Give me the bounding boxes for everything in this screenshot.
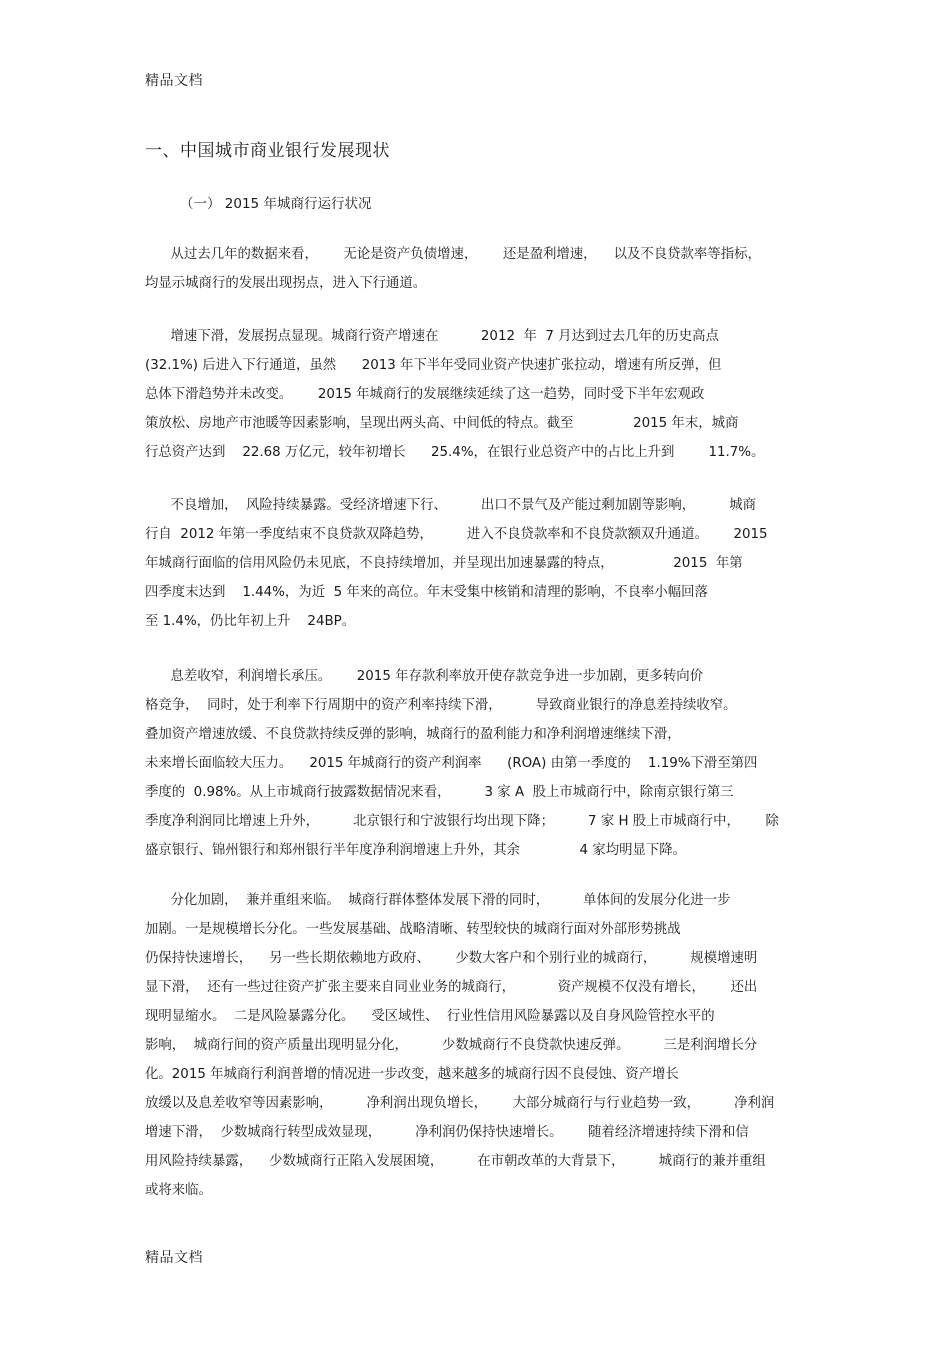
text-line: 用风险持续暴露， 少数城商行正陷入发展困境， 在市朝改革的大背景下， 城商行的兼并重组 [145, 1154, 766, 1169]
paragraph-differentiation-mergers [145, 886, 815, 1205]
text-line: 至 1.4%，仍比年初上升 24BP。 [145, 614, 356, 629]
text-line: 或将来临。 [145, 1183, 212, 1198]
text-line: 从过去几年的数据来看， 无论是资产负债增速， 还是盈利增速， 以及不良贷款率等指标， [145, 247, 761, 262]
text-line: 四季度末达到 1.44%，为近 5 年来的高位。年末受集中核销和清理的影响，不良率小幅回落 [145, 585, 708, 600]
paragraph-overview [145, 240, 815, 298]
text-line: 影响， 城商行间的资产质量出现明显分化， 少数城商行不良贷款快速反弹。 三是利润增长分 [145, 1038, 758, 1053]
text-line: 行自 2012 年第一季度结束不良贷款双降趋势， 进入不良贷款率和不良贷款额双升通道。 2015 [145, 527, 768, 542]
section-title: 一、中国城市商业银行发展现状 [145, 141, 390, 161]
text-line: 季度的 0.98%。从上市城商行披露数据情况来看， 3 家 A 股上市城商行中，除南京银行第三 [145, 785, 734, 800]
text-line: 增速下滑， 少数城商行转型成效显现， 净利润仍保持快速增长。 随着经济增速持续下滑和信 [145, 1125, 749, 1140]
text-line: 未来增长面临较大压力。 2015 年城商行的资产利润率 (ROA) 由第一季度的 1.19%下滑至第四 [145, 756, 758, 771]
subsection-title: （一） 2015 年城商行运行状况 [180, 196, 372, 212]
text-line: 分化加剧， 兼并重组来临。 城商行群体整体发展下滑的同时， 单体间的发展分化进一步 [145, 893, 731, 908]
text-line: 现明显缩水。 二是风险暴露分化。 受区域性、 行业性信用风险暴露以及自身风险管控水平的 [145, 1009, 715, 1024]
text-line: 叠加资产增速放缓、不良贷款持续反弹的影响，城商行的盈利能力和净利润增速继续下滑， [145, 727, 681, 742]
paragraph-interest-margin [145, 662, 815, 865]
text-line: (32.1%) 后进入下行通道，虽然 2013 年下半年受同业资产快速扩张拉动，增速有所反弹，但 [145, 358, 722, 373]
text-line: 格竞争， 同时，处于利率下行周期中的资产利率持续下滑， 导致商业银行的净息差持续收窄。 [145, 698, 737, 713]
text-line: 仍保持快速增长， 另一些长期依赖地方政府、 少数大客户和个别行业的城商行， 规模增速明 [145, 951, 758, 966]
page-footer: 精品文档 [145, 1250, 203, 1266]
text-line: 盛京银行、锦州银行和郑州银行半年度净利润增速上升外，其余 4 家均明显下降。 [145, 843, 687, 858]
paragraph-growth-slowdown [145, 322, 815, 467]
page-header: 精品文档 [145, 73, 203, 89]
text-line: 策放松、房地产市池暖等因素影响，呈现出两头高、中间低的特点。截至 2015 年末，城商 [145, 416, 739, 431]
text-line: 增速下滑，发展拐点显现。城商行资产增速在 2012 年 7 月达到过去几年的历史高点 [145, 329, 719, 344]
text-line: 均显示城商行的发展出现拐点，进入下行通道。 [145, 276, 427, 291]
text-line: 放缓以及息差收窄等因素影响， 净利润出现负增长， 大部分城商行与行业趋势一致， 净利润 [145, 1096, 775, 1111]
text-line: 加剧。一是规模增长分化。一些发展基础、战略清晰、转型较快的城商行面对外部形势挑战 [145, 922, 681, 937]
text-line: 化。2015 年城商行利润普增的情况进一步改变，越来越多的城商行因不良侵蚀、资产增长 [145, 1067, 679, 1082]
text-line: 季度净利润同比增速上升外， 北京银行和宁波银行均出现下降； 7 家 H 股上市城商行中， 除 [145, 814, 779, 829]
text-line: 不良增加， 风险持续暴露。受经济增速下行、 出口不景气及产能过剩加剧等影响， 城商 [145, 498, 756, 513]
text-line: 显下滑， 还有一些过往资产扩张主要来自同业业务的城商行， 资产规模不仅没有增长， 还出 [145, 980, 758, 995]
paragraph-nonperforming-loans [145, 491, 815, 636]
text-line: 年城商行面临的信用风险仍未见底，不良持续增加，并呈现出加速暴露的特点， 2015 年第 [145, 556, 743, 571]
text-line: 行总资产达到 22.68 万亿元，较年初增长 25.4%，在银行业总资产中的占比上升到 11.7%。 [145, 445, 765, 460]
text-line: 息差收窄，利润增长承压。 2015 年存款利率放开使存款竞争进一步加剧，更多转向价 [145, 669, 704, 684]
text-line: 总体下滑趋势并未改变。 2015 年城商行的发展继续延续了这一趋势，同时受下半年宏观政 [145, 387, 705, 402]
